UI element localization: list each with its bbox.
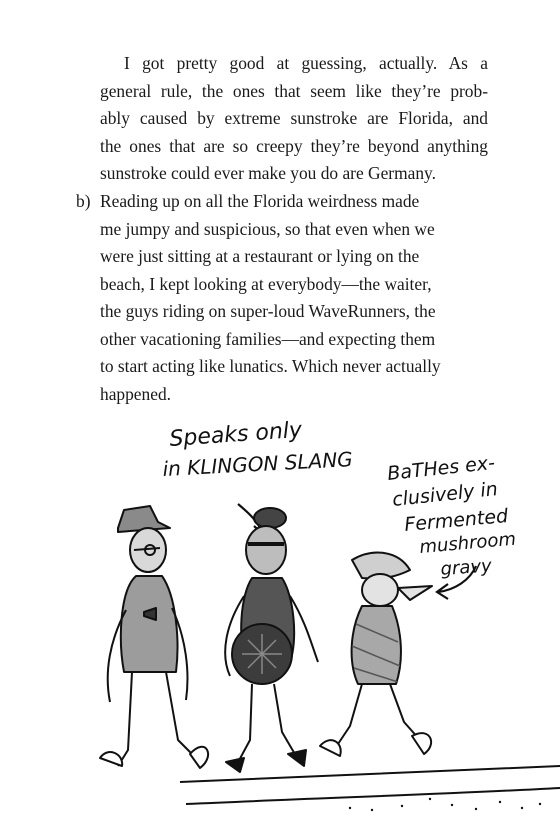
- paragraph-line: general rule, the ones that seem like they’re prob-: [100, 80, 488, 101]
- caption-left-line: Speaks only: [168, 417, 303, 452]
- list-item-line: beach, I kept looking at everybody—the waiter,: [100, 273, 432, 294]
- caption-right-line: gravy: [439, 555, 493, 580]
- caption-right: [386, 452, 517, 580]
- caption-right-line: BaTHes ex-: [386, 451, 496, 485]
- list-item-line: the guys riding on super-loud WaveRunners, the: [100, 301, 436, 321]
- paragraph-line: the ones that are so creepy they’re beyond anything: [100, 135, 488, 156]
- list-item-line: Reading up on all the Florida weirdness made: [100, 191, 420, 211]
- caption-right-line: Fermented: [403, 505, 509, 536]
- list-item-line: other vacationing families—and expecting them: [100, 328, 436, 349]
- woman-with-sunglasses-figure: [225, 508, 318, 772]
- man-with-hat-figure: [100, 506, 208, 768]
- list-item-body: [100, 188, 488, 408]
- paragraph-line: sunstroke could ever make you do are Germany.: [100, 163, 436, 183]
- ground-line: [186, 788, 560, 804]
- list-item-line: were just sitting at a restaurant or lying on the: [100, 246, 420, 266]
- cartoon-illustration: [0, 410, 560, 817]
- gravy-bather-figure: [320, 553, 432, 756]
- ground-dots: [349, 798, 541, 811]
- caption-right-line: clusively in: [391, 478, 499, 511]
- paragraph-line: ably caused by extreme sunstroke are Florida, and: [100, 108, 488, 128]
- list-item-line: me jumpy and suspicious, so that even when we: [100, 218, 435, 239]
- list-item-line: happened.: [100, 383, 171, 404]
- paragraph: [100, 50, 488, 188]
- caption-left-line: in KLINGON SLANG: [162, 447, 354, 481]
- paragraph-line: I got pretty good at guessing, actually. As a: [124, 53, 488, 73]
- caption-right-line: mushroom: [418, 528, 517, 558]
- list-marker: b): [76, 191, 91, 211]
- caption-left: [162, 418, 353, 481]
- list-item-line: to start acting like lunatics. Which never actually: [100, 356, 441, 376]
